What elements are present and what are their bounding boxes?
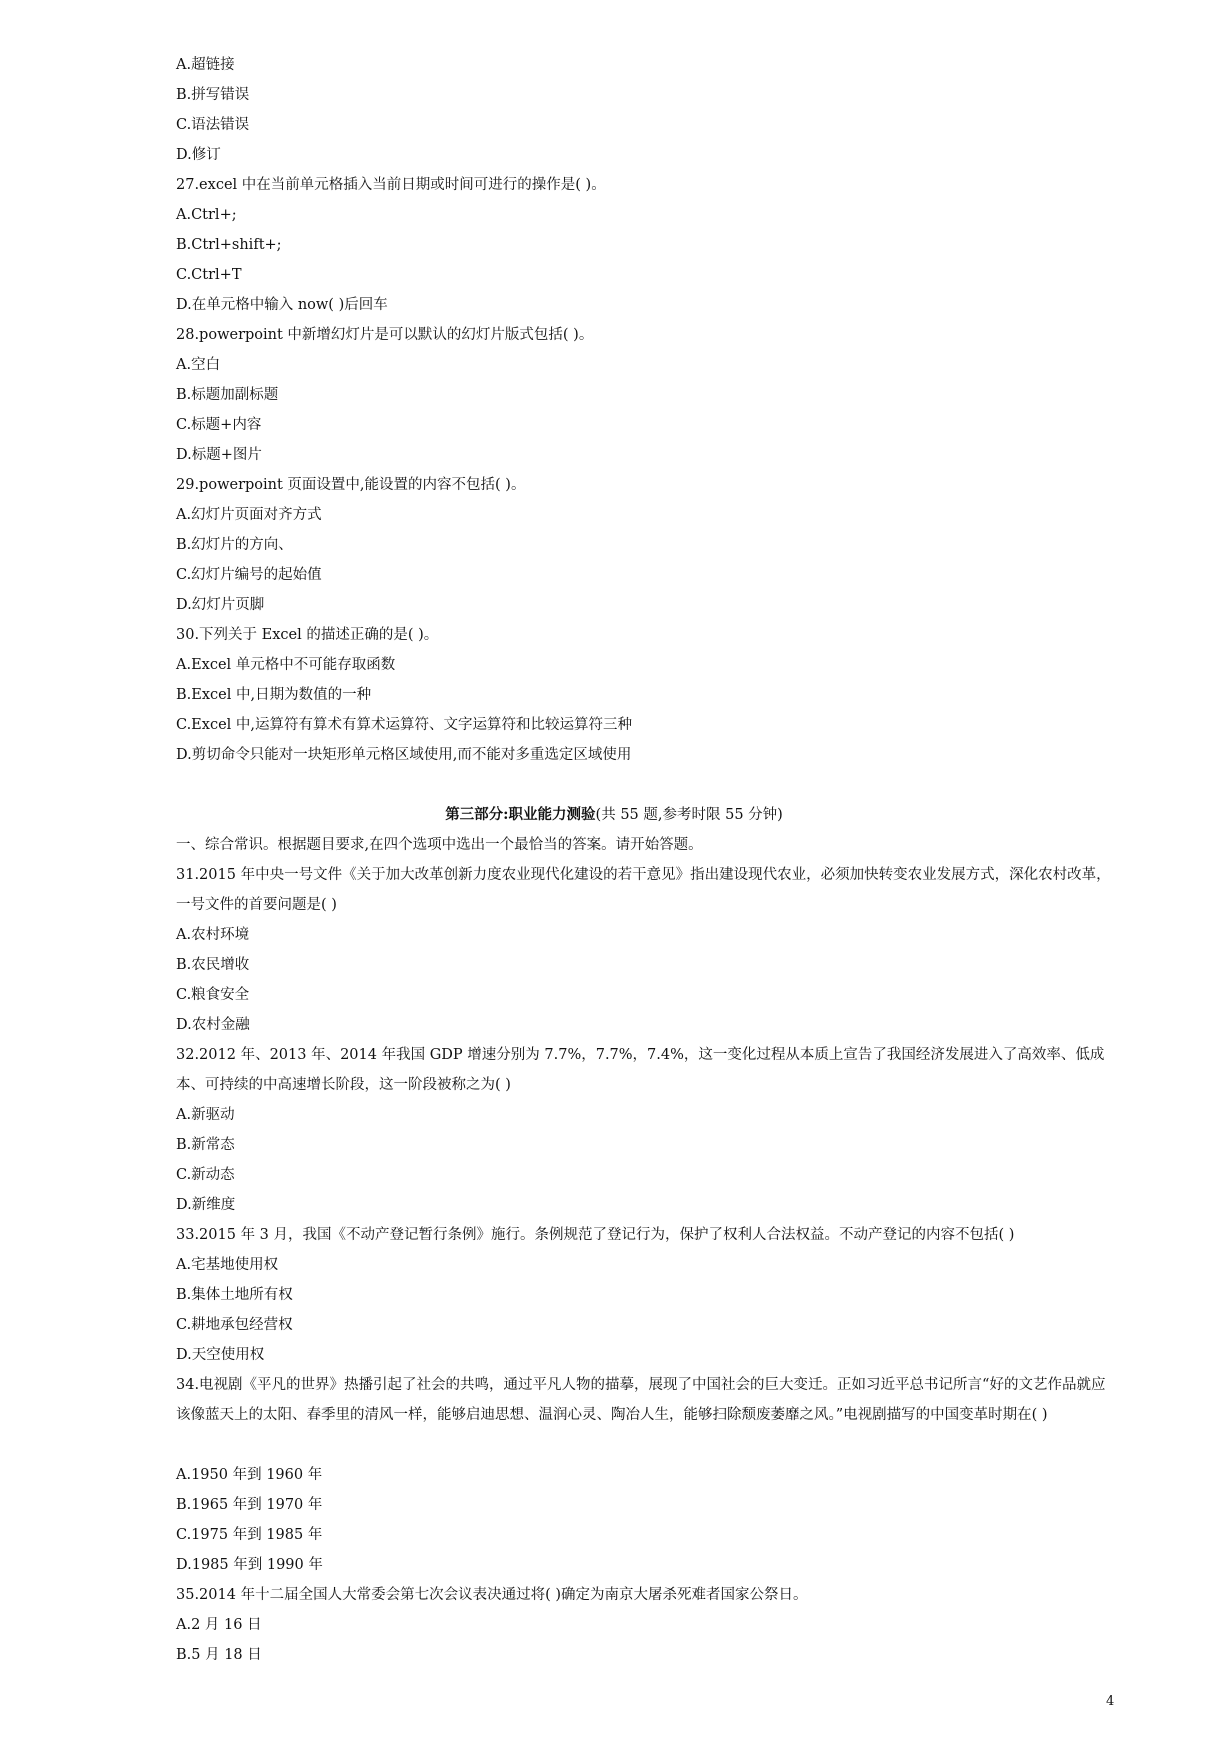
question-33: 33.2015 年 3 月，我国《不动产登记暂行条例》施行。条例规范了登记行为，保护了权利人合法权益。不动产登记的内容不包括( ) [176, 1227, 1015, 1243]
option-line: D.标题+图片 [176, 447, 262, 463]
option-line: A.新驱动 [176, 1107, 235, 1123]
option-line: B.Excel 中,日期为数值的一种 [176, 687, 372, 703]
option-line: D.天空使用权 [176, 1347, 265, 1363]
question-32: 32.2012 年、2013 年、2014 年我国 GDP 增速分别为 7.7%，7.7%，7.4%，这一变化过程从本质上宣告了我国经济发展进入了高效率、低成本、可持续的中高速增长阶段，这一阶段被称之为( ) [176, 1047, 1105, 1093]
option-line: A.Excel 单元格中不可能存取函数 [176, 657, 396, 673]
option-line: B.幻灯片的方向、 [176, 537, 293, 553]
section-title-bold: 第三部分:职业能力测验 [445, 806, 596, 823]
section-title-note: (共 55 题,参考时限 55 分钟) [595, 807, 783, 823]
option-line: C.耕地承包经营权 [176, 1317, 293, 1333]
option-line: C.粮食安全 [176, 987, 250, 1003]
option-line: D.剪切命令只能对一块矩形单元格区域使用,而不能对多重选定区域使用 [176, 747, 632, 763]
question-line: 29.powerpoint 页面设置中,能设置的内容不包括( )。 [176, 477, 526, 493]
question-35: 35.2014 年十二届全国人大常委会第七次会议表决通过将( )确定为南京大屠杀死难者国家公祭日。 [176, 1587, 808, 1603]
option-line: B.标题加副标题 [176, 387, 279, 403]
option-line: B.Ctrl+shift+; [176, 237, 282, 253]
option-line: B.农民增收 [176, 957, 250, 973]
question-line: 27.excel 中在当前单元格插入当前日期或时间可进行的操作是( )。 [176, 177, 606, 193]
option-line: C.Excel 中,运算符有算术有算术运算符、文字运算符和比较运算符三种 [176, 717, 633, 733]
option-line: D.修订 [176, 147, 221, 163]
option-line: A.超链接 [176, 57, 235, 73]
option-line: C.1975 年到 1985 年 [176, 1527, 323, 1543]
option-line: A.幻灯片页面对齐方式 [176, 507, 322, 523]
option-line: B.5 月 18 日 [176, 1647, 262, 1663]
option-line: A.农村环境 [176, 927, 250, 943]
question-34: 34.电视剧《平凡的世界》热播引起了社会的共鸣，通过平凡人物的描摹，展现了中国社会的巨大变迁。正如习近平总书记所言“好的文艺作品就应该像蓝天上的太阳、春季里的清风一样，能够启迪思想、温润心灵、陶冶人生，能够扫除颓废萎靡之风。”电视剧描写的中国变革时期在( ) [176, 1377, 1106, 1423]
option-line: B.1965 年到 1970 年 [176, 1497, 323, 1513]
question-line: 28.powerpoint 中新增幻灯片是可以默认的幻灯片版式包括( )。 [176, 327, 594, 343]
option-line: C.新动态 [176, 1167, 235, 1183]
option-line: D.在单元格中输入 now( )后回车 [176, 297, 388, 313]
option-line: C.幻灯片编号的起始值 [176, 567, 322, 583]
section-title [0, 805, 1228, 825]
option-line: A.Ctrl+; [176, 207, 237, 223]
option-line: B.拼写错误 [176, 87, 250, 103]
option-line: D.1985 年到 1990 年 [176, 1557, 323, 1573]
page-number: 4 [1106, 1694, 1115, 1709]
option-line: C.语法错误 [176, 117, 250, 133]
option-line: A.宅基地使用权 [176, 1257, 279, 1273]
option-line: C.标题+内容 [176, 417, 262, 433]
option-line: A.空白 [176, 357, 221, 373]
option-line: A.1950 年到 1960 年 [176, 1467, 323, 1483]
question-31: 31.2015 年中央一号文件《关于加大改革创新力度农业现代化建设的若干意见》指出建设现代农业，必须加快转变农业发展方式，深化农村改革，一号文件的首要问题是( ) [176, 867, 1111, 913]
option-line: B.新常态 [176, 1137, 235, 1153]
question-line: 30.下列关于 Excel 的描述正确的是( )。 [176, 627, 439, 643]
option-line: C.Ctrl+T [176, 267, 242, 283]
option-line: D.农村金融 [176, 1017, 250, 1033]
option-line: D.幻灯片页脚 [176, 597, 265, 613]
option-line: D.新维度 [176, 1197, 236, 1213]
instructions: 一、综合常识。根据题目要求,在四个选项中选出一个最恰当的答案。请开始答题。 [176, 837, 703, 853]
option-line: B.集体土地所有权 [176, 1287, 293, 1303]
option-line: A.2 月 16 日 [176, 1617, 262, 1633]
